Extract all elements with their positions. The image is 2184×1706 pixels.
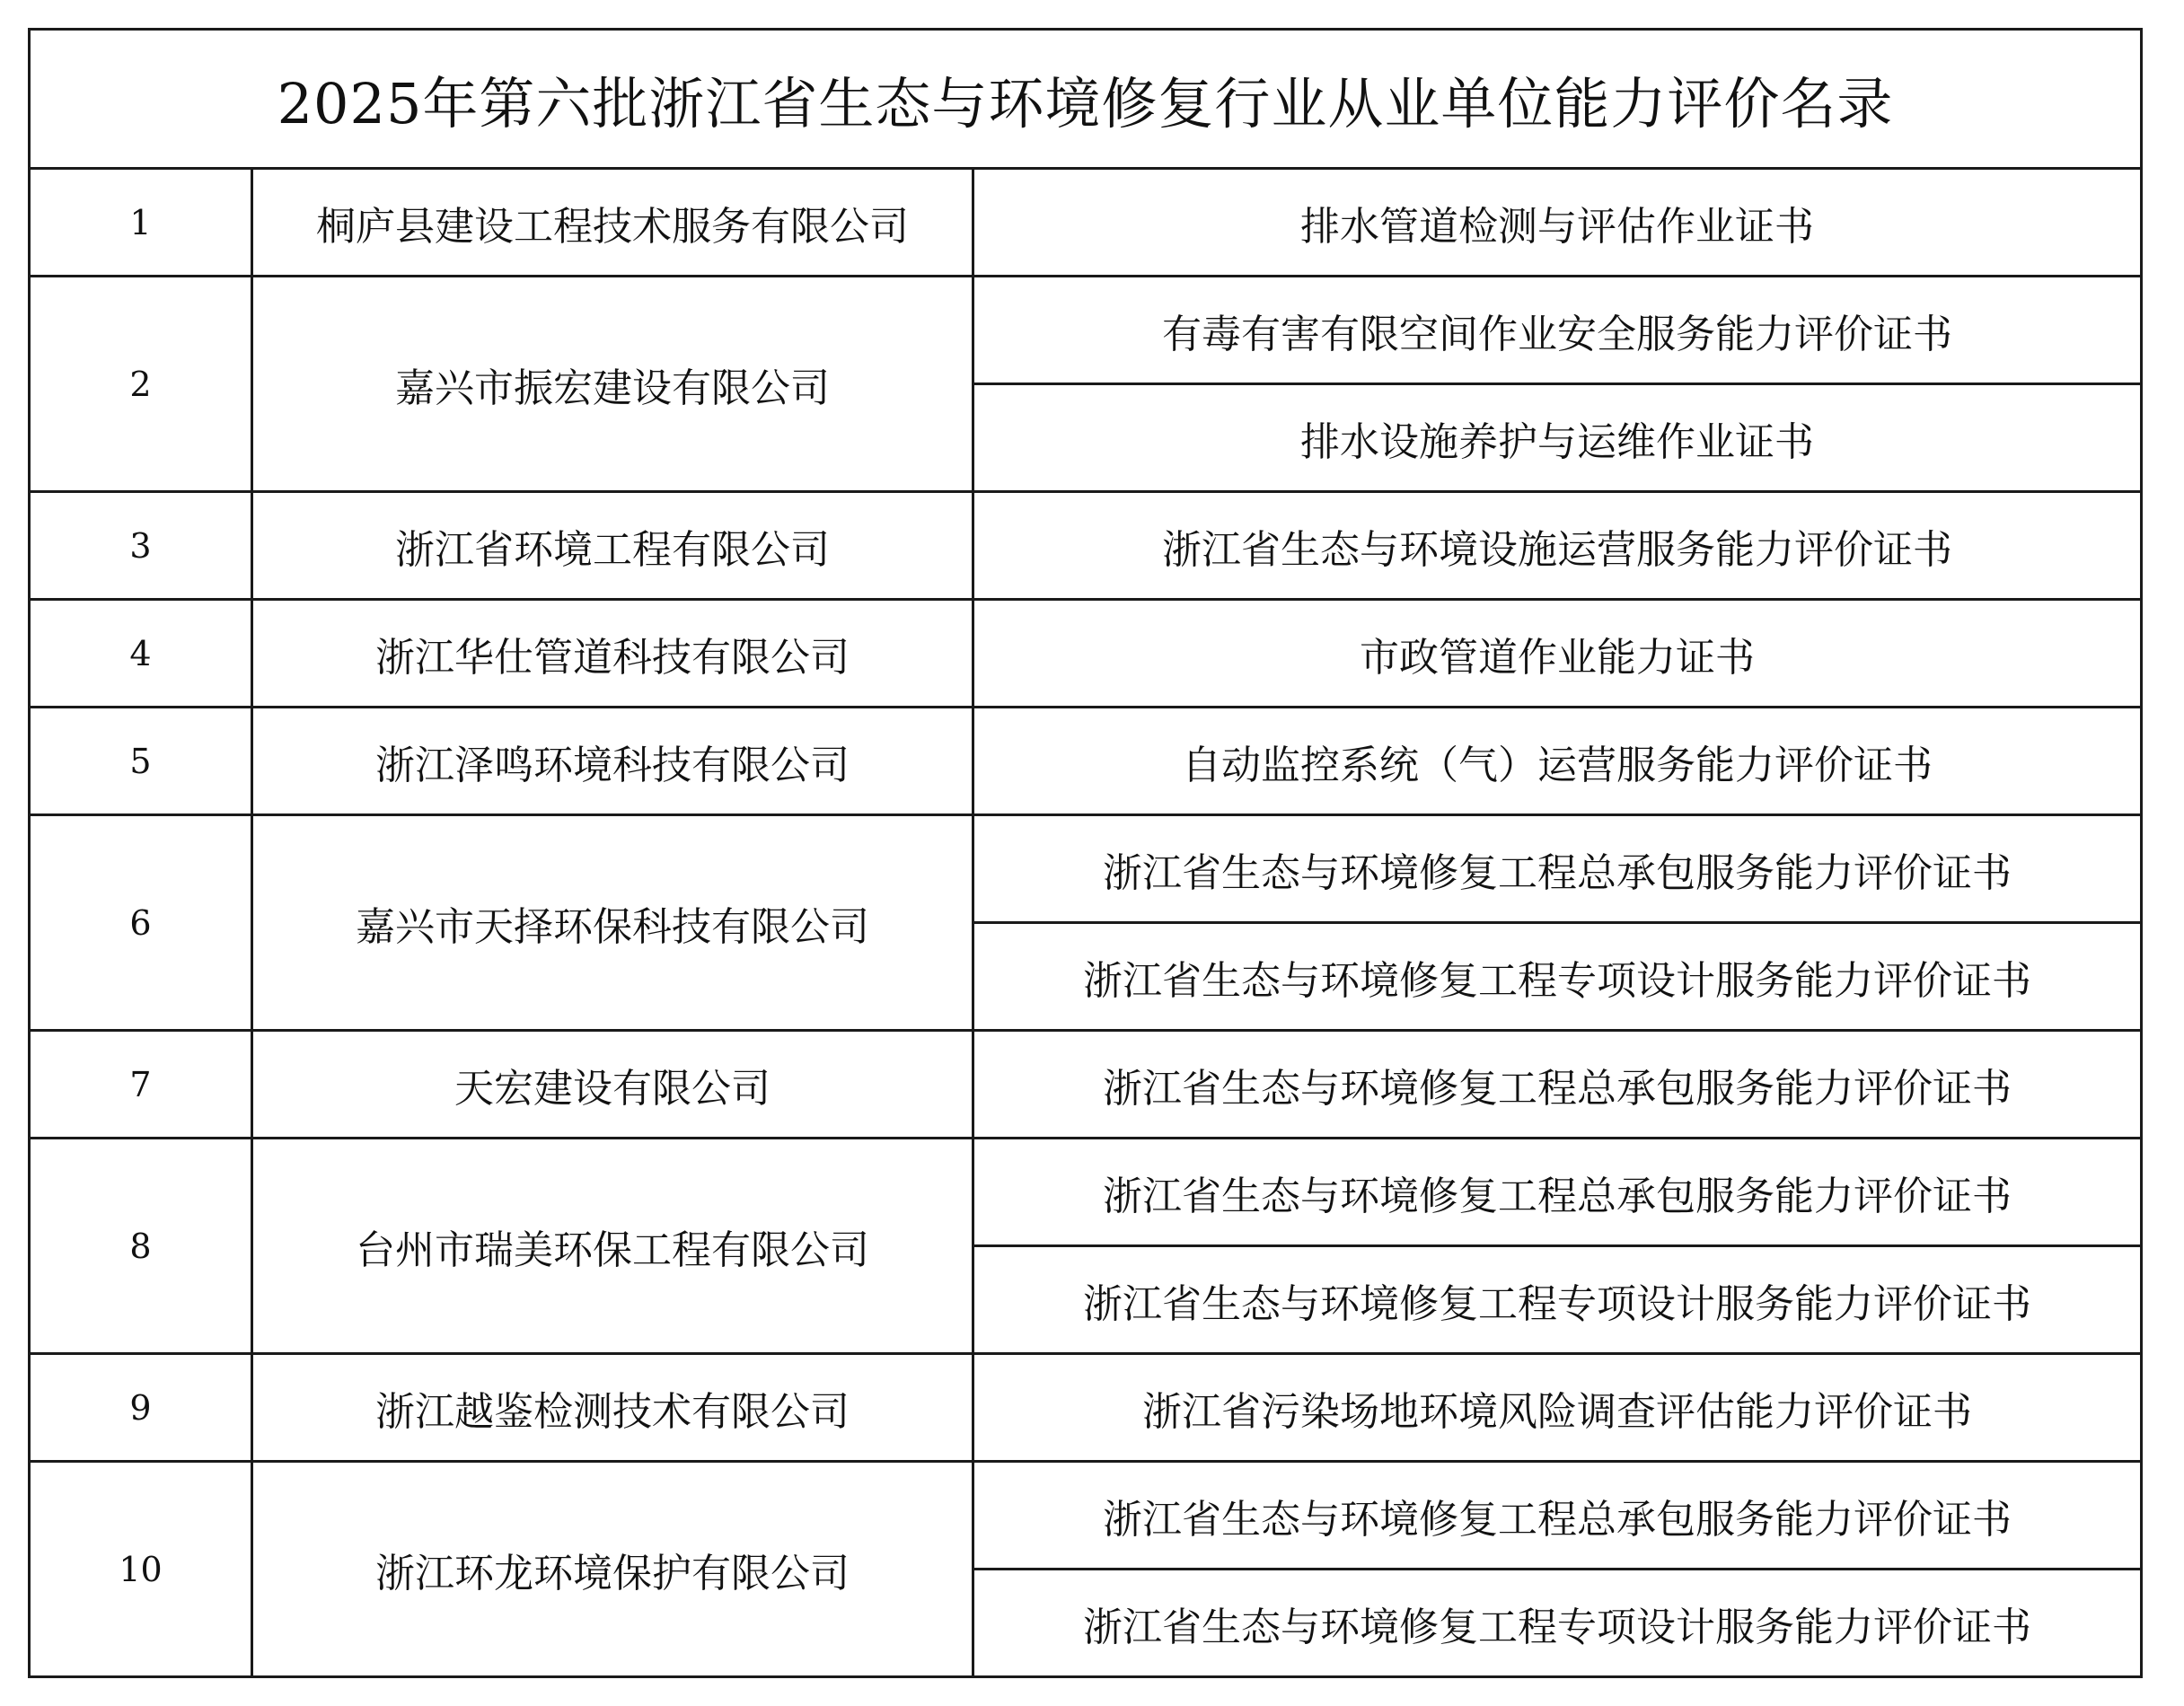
row-number: 2 [30,277,252,492]
unit-list-table [28,28,2143,1678]
company-name: 浙江越鉴检测技术有限公司 [252,1354,973,1462]
company-name: 浙江省环境工程有限公司 [252,492,973,600]
row-number: 6 [30,815,252,1031]
certificate-name: 浙江省生态与环境修复工程总承包服务能力评价证书 [973,1139,2142,1246]
table-row [30,1462,2142,1570]
table-title: 2025年第六批浙江省生态与环境修复行业从业单位能力评价名录 [30,30,2142,169]
table-row [30,1354,2142,1462]
company-name: 台州市瑞美环保工程有限公司 [252,1139,973,1354]
certificate-name: 市政管道作业能力证书 [973,600,2142,708]
table-row [30,815,2142,923]
certificate-name: 自动监控系统（气）运营服务能力评价证书 [973,708,2142,815]
document [28,28,2140,1678]
company-name: 天宏建设有限公司 [252,1031,973,1139]
company-name: 浙江环龙环境保护有限公司 [252,1462,973,1677]
row-number: 5 [30,708,252,815]
table-row [30,277,2142,384]
table-row [30,600,2142,708]
table-row [30,708,2142,815]
certificate-name: 浙江省生态与环境修复工程专项设计服务能力评价证书 [973,1570,2142,1677]
certificate-name: 浙江省生态与环境修复工程总承包服务能力评价证书 [973,1462,2142,1570]
table-row [30,492,2142,600]
row-number: 9 [30,1354,252,1462]
certificate-name: 浙江省生态与环境设施运营服务能力评价证书 [973,492,2142,600]
table-row [30,1139,2142,1246]
row-number: 4 [30,600,252,708]
row-number: 7 [30,1031,252,1139]
row-number: 3 [30,492,252,600]
company-name: 浙江华仕管道科技有限公司 [252,600,973,708]
company-name: 浙江泽鸣环境科技有限公司 [252,708,973,815]
certificate-name: 浙江省生态与环境修复工程总承包服务能力评价证书 [973,1031,2142,1139]
table-row [30,1031,2142,1139]
row-number: 8 [30,1139,252,1354]
certificate-name: 有毒有害有限空间作业安全服务能力评价证书 [973,277,2142,384]
certificate-name: 排水设施养护与运维作业证书 [973,384,2142,492]
row-number: 10 [30,1462,252,1677]
table-row [30,169,2142,277]
company-name: 桐庐县建设工程技术服务有限公司 [252,169,973,277]
certificate-name: 浙江省生态与环境修复工程总承包服务能力评价证书 [973,815,2142,923]
company-name: 嘉兴市天择环保科技有限公司 [252,815,973,1031]
certificate-name: 浙江省污染场地环境风险调查评估能力评价证书 [973,1354,2142,1462]
certificate-name: 排水管道检测与评估作业证书 [973,169,2142,277]
company-name: 嘉兴市振宏建设有限公司 [252,277,973,492]
certificate-name: 浙江省生态与环境修复工程专项设计服务能力评价证书 [973,1246,2142,1354]
row-number: 1 [30,169,252,277]
certificate-name: 浙江省生态与环境修复工程专项设计服务能力评价证书 [973,923,2142,1031]
